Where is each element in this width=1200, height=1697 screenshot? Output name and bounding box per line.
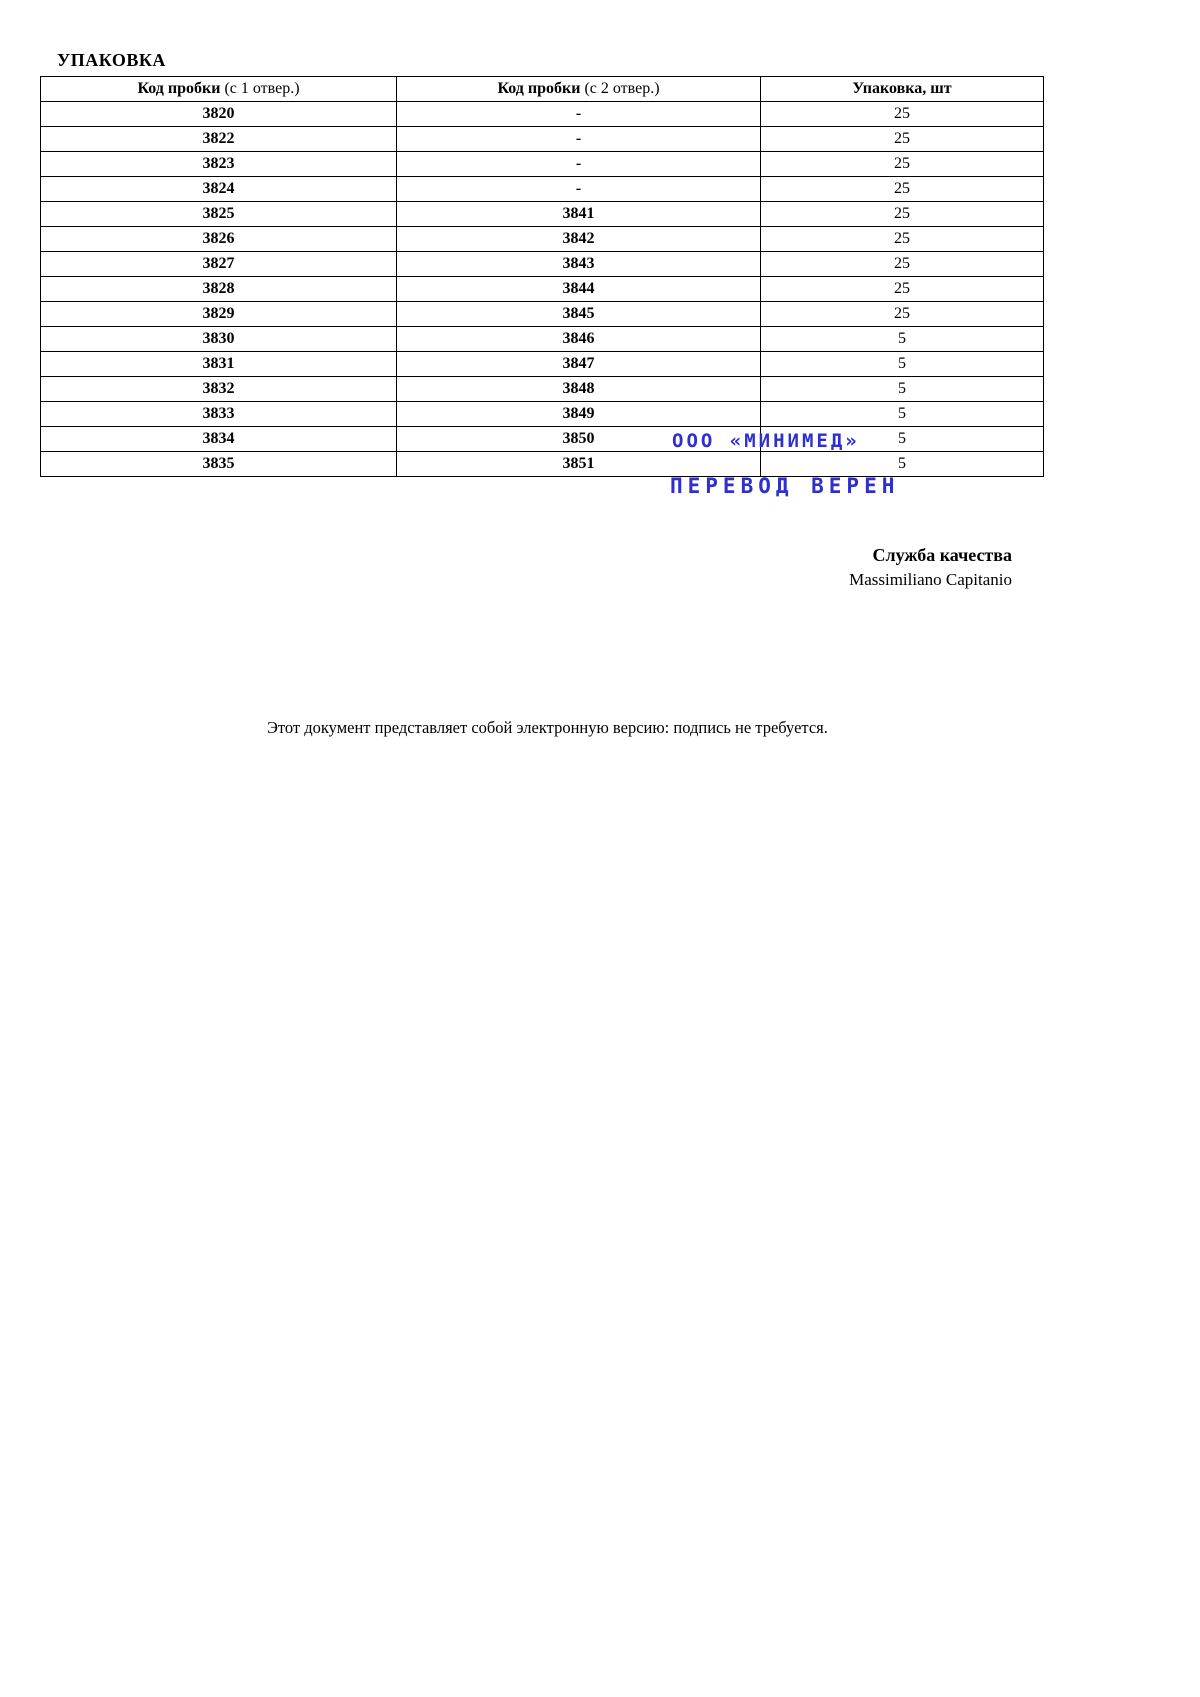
electronic-version-note: Этот документ представляет собой электронную версию: подпись не требуется. bbox=[267, 718, 828, 737]
cell-code-1-hole: 3822 bbox=[41, 127, 397, 152]
cell-pack-qty: 25 bbox=[761, 202, 1044, 227]
cell-code-2-hole: - bbox=[397, 177, 761, 202]
table-row bbox=[41, 402, 1044, 427]
table-header bbox=[41, 77, 1044, 102]
cell-code-2-hole: 3842 bbox=[397, 227, 761, 252]
cell-pack-qty: 5 bbox=[761, 427, 1044, 452]
cell-code-1-hole: 3830 bbox=[41, 327, 397, 352]
header-code-2-hole bbox=[397, 77, 761, 102]
cell-code-2-hole: - bbox=[397, 152, 761, 177]
cell-code-2-hole: 3848 bbox=[397, 377, 761, 402]
cell-pack-qty: 25 bbox=[761, 277, 1044, 302]
cell-code-2-hole: 3850 bbox=[397, 427, 761, 452]
cell-code-1-hole: 3828 bbox=[41, 277, 397, 302]
cell-code-2-hole: 3846 bbox=[397, 327, 761, 352]
cell-code-1-hole: 3835 bbox=[41, 452, 397, 477]
cell-pack-qty: 25 bbox=[761, 252, 1044, 277]
cell-pack-qty: 25 bbox=[761, 227, 1044, 252]
table-header-row bbox=[41, 77, 1044, 102]
table-row bbox=[41, 352, 1044, 377]
cell-code-2-hole: 3847 bbox=[397, 352, 761, 377]
header-code-2-hole-bold: Код пробки bbox=[497, 80, 581, 97]
cell-code-1-hole: 3826 bbox=[41, 227, 397, 252]
cell-code-1-hole: 3827 bbox=[41, 252, 397, 277]
stamp-translation-correct: ПЕРЕВОД ВЕРЕН bbox=[670, 474, 900, 498]
cell-pack-qty: 25 bbox=[761, 102, 1044, 127]
cell-pack-qty: 25 bbox=[761, 177, 1044, 202]
cell-pack-qty: 5 bbox=[761, 402, 1044, 427]
header-pack-qty-bold: Упаковка, шт bbox=[852, 80, 952, 97]
signature-department: Служба качества bbox=[872, 545, 1012, 565]
table-row bbox=[41, 177, 1044, 202]
table-row bbox=[41, 152, 1044, 177]
header-code-2-hole-rest: (с 2 отвер.) bbox=[580, 80, 660, 97]
cell-pack-qty: 25 bbox=[761, 302, 1044, 327]
table-body bbox=[41, 102, 1044, 477]
table-row bbox=[41, 302, 1044, 327]
cell-code-1-hole: 3831 bbox=[41, 352, 397, 377]
cell-code-1-hole: 3834 bbox=[41, 427, 397, 452]
cell-code-1-hole: 3823 bbox=[41, 152, 397, 177]
header-code-1-hole-bold: Код пробки bbox=[137, 80, 221, 97]
cell-code-1-hole: 3832 bbox=[41, 377, 397, 402]
cell-code-1-hole: 3824 bbox=[41, 177, 397, 202]
cell-code-2-hole: 3841 bbox=[397, 202, 761, 227]
table-row bbox=[41, 327, 1044, 352]
cell-pack-qty: 5 bbox=[761, 352, 1044, 377]
header-code-1-hole bbox=[41, 77, 397, 102]
cell-code-1-hole: 3833 bbox=[41, 402, 397, 427]
cell-code-2-hole: 3845 bbox=[397, 302, 761, 327]
table-row bbox=[41, 377, 1044, 402]
table-row bbox=[41, 227, 1044, 252]
cell-pack-qty: 25 bbox=[761, 152, 1044, 177]
cell-code-2-hole: 3849 bbox=[397, 402, 761, 427]
table-row bbox=[41, 452, 1044, 477]
cell-code-2-hole: - bbox=[397, 102, 761, 127]
table-row bbox=[41, 252, 1044, 277]
header-code-1-hole-rest: (с 1 отвер.) bbox=[220, 80, 300, 97]
table-row bbox=[41, 427, 1044, 452]
table-row bbox=[41, 202, 1044, 227]
table-row bbox=[41, 277, 1044, 302]
packaging-table bbox=[40, 76, 1044, 477]
page-title: УПАКОВКА bbox=[57, 50, 166, 70]
cell-pack-qty: 5 bbox=[761, 452, 1044, 477]
stamp-company-name: ООО «МИНИМЕД» bbox=[672, 430, 860, 452]
cell-code-1-hole: 3820 bbox=[41, 102, 397, 127]
table-row bbox=[41, 102, 1044, 127]
table-row bbox=[41, 127, 1044, 152]
cell-code-1-hole: 3825 bbox=[41, 202, 397, 227]
cell-pack-qty: 5 bbox=[761, 327, 1044, 352]
cell-code-1-hole: 3829 bbox=[41, 302, 397, 327]
signature-name: Massimiliano Capitanio bbox=[849, 570, 1012, 590]
cell-code-2-hole: 3843 bbox=[397, 252, 761, 277]
cell-code-2-hole: - bbox=[397, 127, 761, 152]
cell-pack-qty: 5 bbox=[761, 377, 1044, 402]
cell-code-2-hole: 3844 bbox=[397, 277, 761, 302]
header-pack-qty bbox=[761, 77, 1044, 102]
signature-block bbox=[849, 543, 1012, 592]
cell-pack-qty: 25 bbox=[761, 127, 1044, 152]
cell-code-2-hole: 3851 bbox=[397, 452, 761, 477]
